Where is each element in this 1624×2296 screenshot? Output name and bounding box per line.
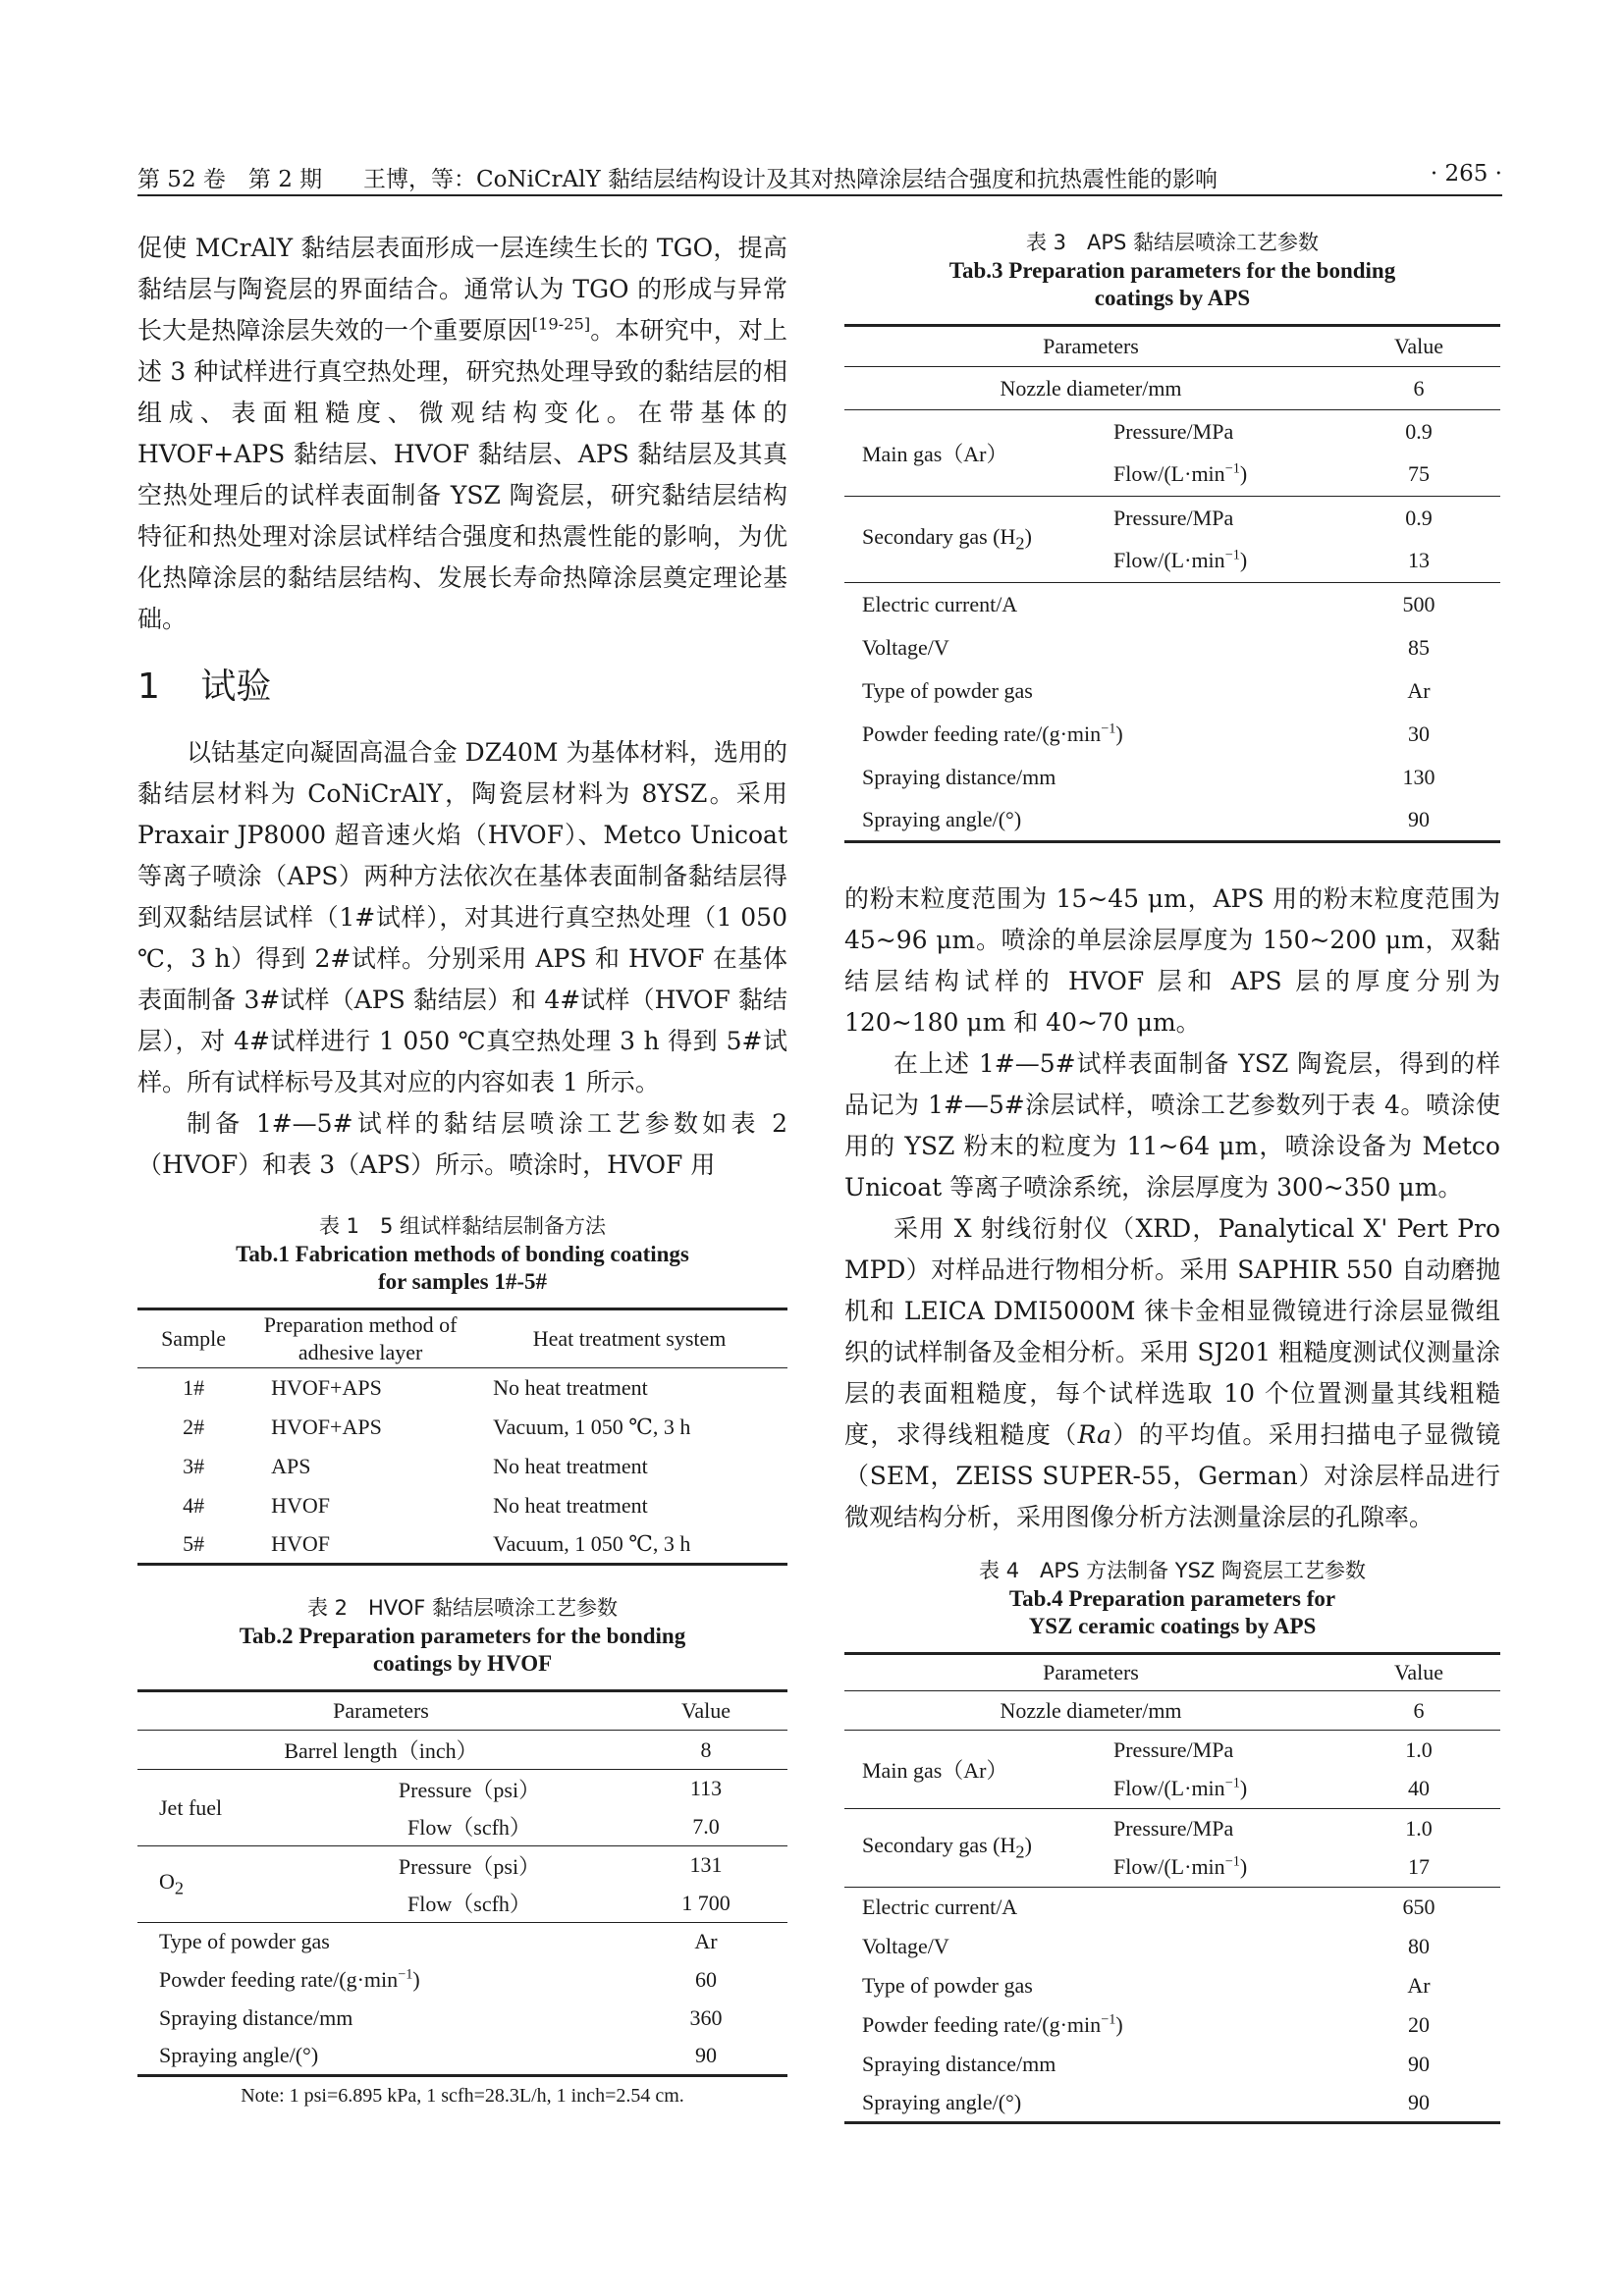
table-row: Main gas（Ar） Pressure/MPa 1.0 bbox=[844, 1731, 1500, 1770]
table-row: Spraying angle/(°) 90 bbox=[844, 2084, 1500, 2123]
table1-header: Sample bbox=[137, 1309, 249, 1368]
table-row: Main gas（Ar） Pressure/MPa 0.9 bbox=[844, 410, 1500, 454]
table-row: Voltage/V 80 bbox=[862, 1933, 1430, 1958]
table-row: Powder feeding rate/$(g\cdot\min^{-1})$ 20 bbox=[862, 2011, 1430, 2037]
table3-header: Value bbox=[1337, 326, 1500, 367]
table3-header: Parameters bbox=[844, 326, 1337, 367]
section-heading bbox=[137, 658, 787, 717]
table2-header: Parameters bbox=[137, 1691, 624, 1731]
right-column-top bbox=[844, 228, 1500, 843]
table-row: 2# HVOF+APS Vacuum, 1 050 ℃, 3 h bbox=[183, 1414, 691, 1439]
table-row: Spraying distance/mm 130 bbox=[862, 764, 1435, 789]
table-row: Secondary gas $(H_2)$ Pressure/MPa 1.0 bbox=[844, 1809, 1500, 1848]
section-title: 试验 bbox=[200, 667, 272, 707]
table1-header: Preparation method of adhesive layer bbox=[249, 1309, 471, 1368]
table2-header: Value bbox=[624, 1691, 787, 1731]
table2-caption-cn: 表 2 HVOF 黏结层喷涂工艺参数 bbox=[306, 1596, 619, 1620]
table-row: Flow/$(L\cdot\min^{-1})$ 13 bbox=[1113, 547, 1430, 573]
table-row: Powder feeding rate/$(g\cdot\min^{-1})$ 30 bbox=[862, 721, 1430, 746]
table2 bbox=[137, 1689, 787, 2077]
table3-caption-cn: 表 3 APS 黏结层喷涂工艺参数 bbox=[1025, 231, 1320, 254]
table-row: Nozzle diameter/mm 6 bbox=[1000, 375, 1425, 400]
table-row: Flow/$(L\cdot\min^{-1})$ 75 bbox=[1113, 460, 1430, 487]
citation: [19-25] bbox=[531, 314, 591, 334]
table1 bbox=[137, 1308, 787, 1566]
table3 bbox=[844, 324, 1500, 843]
running-header bbox=[137, 157, 1502, 196]
table-row: Flow（scfh） 7.0 bbox=[407, 1813, 720, 1841]
table-row: 5# HVOF Vacuum, 1 050 ℃, 3 h bbox=[137, 1525, 787, 1565]
table4 bbox=[844, 1652, 1500, 2124]
table2-note: Note: 1 psi=6.895 kPa, 1 scfh=28.3L/h, 1 inch=2.54 cm. bbox=[241, 2085, 684, 2107]
paragraph-powder: 的粉末粒度范围为 15~45 μm，APS 用的粉末粒度范围为 45~96 μm。喷涂的单层涂层厚度为 150~200 μm，双黏结层结构试样的 HVOF 层和 APS 层的厚度分别为 120~180 μm 和 40~70 μm。 bbox=[844, 884, 1500, 1037]
page-number: · 265 · bbox=[1430, 161, 1502, 187]
table-row: Spraying angle/(°) 90 bbox=[844, 799, 1500, 842]
table-row: 1# HVOF+APS No heat treatment bbox=[183, 1374, 648, 1400]
table1-block bbox=[137, 1211, 787, 1566]
table-row: Spraying distance/mm 360 bbox=[159, 2005, 723, 2030]
table3-caption-en: Tab.3 Preparation parameters for the bonding coatings by APS bbox=[948, 258, 1396, 310]
table4-header: Value bbox=[1337, 1654, 1500, 1691]
table-row: Barrel length（inch） 8 bbox=[284, 1736, 712, 1763]
paragraph-params: 制备 1#—5#试样的黏结层喷涂工艺参数如表 2（HVOF）和表 3（APS）所示。喷涂时，HVOF 用 bbox=[137, 1109, 787, 1179]
table-row: Jet fuel Pressure（psi） 113 bbox=[137, 1770, 787, 1808]
table-row: Powder feeding rate/$(g\cdot\min^{-1})$ 60 bbox=[159, 1966, 717, 1992]
right-column-bottom bbox=[844, 879, 1500, 2124]
table-row: 4# HVOF No heat treatment bbox=[183, 1492, 648, 1518]
table-row: Secondary gas $(H_2)$ Pressure/MPa 0.9 bbox=[844, 497, 1500, 540]
table-row: Electric current/A 650 bbox=[844, 1888, 1500, 1927]
table2-caption-en: Tab.2 Preparation parameters for the bonding coatings by HVOF bbox=[239, 1624, 686, 1676]
section-number: 1 bbox=[137, 667, 160, 707]
paragraph-methods: 采用 X 射线衍射仪（XRD，Panalytical X' Pert Pro MPD）对样品进行物相分析。采用 SAPHIR 550 自动磨抛机和 LEICA DMI5000M 徕卡金相显微镜进行涂层显微组织的试样制备及金相分析。采用 SJ201 粗糙度测试仪测量涂层的表面粗糙度，每个试样选取 10 个位置测量其线粗糙度，求得线粗糙度（Ra）的平均值。采用扫描电子显微镜（SEM，ZEISS SUPER-55，German）对涂层样品进行微观结构分析，采用图像分析方法测量涂层的孔隙率。 bbox=[844, 1214, 1500, 1531]
paragraph-materials: 以钴基定向凝固高温合金 DZ40M 为基体材料，选用的黏结层材料为 CoNiCrAlY，陶瓷层材料为 8YSZ。采用 Praxair JP8000 超音速火焰（HVOF）、Metco Unicoat 等离子喷涂（APS）两种方法依次在基体表面制备黏结层得到双黏结层试样（1#试样），对其进行真空热处理（1 050 ℃，3 h）得到 2#试样。分别采用 APS 和 HVOF 在基体表面制备 3#试样（APS 黏结层）和 4#试样（HVOF 黏结层），对 4#试样进行 1 050 ℃真空热处理 3 h 得到 5#试样。所有试样标号及其对应的内容如表 1 所示。 bbox=[137, 738, 787, 1096]
table-row: Flow（scfh） 1 700 bbox=[407, 1890, 731, 1917]
table1-caption-cn: 表 1 5 组试样黏结层制备方法 bbox=[318, 1214, 607, 1238]
table-row: $O_2$ Pressure（psi） 131 bbox=[137, 1846, 787, 1885]
paragraph-ysz: 在上述 1#—5#试样表面制备 YSZ 陶瓷层，得到的样品记为 1#—5#涂层试样，喷涂工艺参数列于表 4。喷涂使用的 YSZ 粉末的粒度为 11~64 μm，喷涂设备为 Metco Unicoat 等离子喷涂系统，涂层厚度为 300~350 μm。 bbox=[844, 1049, 1500, 1201]
table4-caption-cn: 表 4 APS 方法制备 YSZ 陶瓷层工艺参数 bbox=[979, 1559, 1366, 1582]
volume-issue: 第 52 卷 第 2 期 bbox=[137, 167, 323, 192]
table-row: Flow/$(L\cdot\min^{-1})$ 17 bbox=[1113, 1853, 1430, 1880]
table-row: Spraying distance/mm 90 bbox=[862, 2051, 1430, 2076]
table-row: Type of powder gas Ar bbox=[137, 1923, 787, 1961]
table-row: Voltage/V 85 bbox=[862, 634, 1430, 660]
table-row: Electric current/A 500 bbox=[844, 583, 1500, 626]
left-column bbox=[137, 228, 787, 2108]
table-row: 3# APS No heat treatment bbox=[183, 1453, 648, 1478]
table4-header: Parameters bbox=[844, 1654, 1337, 1691]
table4-caption-en: Tab.4 Preparation parameters for YSZ ceramic coatings by APS bbox=[1008, 1586, 1336, 1638]
table2-block bbox=[137, 1593, 787, 2108]
table-row: Nozzle diameter/mm 6 bbox=[1000, 1697, 1425, 1723]
table4-block bbox=[844, 1556, 1500, 2124]
table-row: Spraying angle/(°) 90 bbox=[137, 2038, 787, 2076]
paragraph-intro: 促使 MCrAlY 黏结层表面形成一层连续生长的 TGO，提高黏结层与陶瓷层的界面结合。通常认为 TGO 的形成与异常长大是热障涂层失效的一个重要原因[19-25]。本研究中，对上述 3 种试样进行真空热处理，研究热处理导致的黏结层的相组成、表面粗糙度、微观结构变化。在带基体的 HVOF+APS 黏结层、HVOF 黏结层、APS 黏结层及其真空热处理后的试样表面制备 YSZ 陶瓷层，研究黏结层结构特征和热处理对涂层试样结合强度和热震性能的影响，为优化热障涂层的黏结层结构、发展长寿命热障涂层奠定理论基础。 bbox=[137, 234, 787, 633]
running-title: 王博，等：CoNiCrAlY 黏结层结构设计及其对热障涂层结合强度和抗热震性能的影响 bbox=[363, 167, 1218, 192]
table-row: Type of powder gas Ar bbox=[862, 1972, 1431, 1998]
table-row: Flow/$(L\cdot\min^{-1})$ 40 bbox=[1113, 1775, 1430, 1801]
table1-caption-en: Tab.1 Fabrication methods of bonding coatings for samples 1#-5# bbox=[236, 1242, 689, 1294]
table1-header: Heat treatment system bbox=[471, 1309, 787, 1368]
table-row: Type of powder gas Ar bbox=[862, 677, 1431, 703]
